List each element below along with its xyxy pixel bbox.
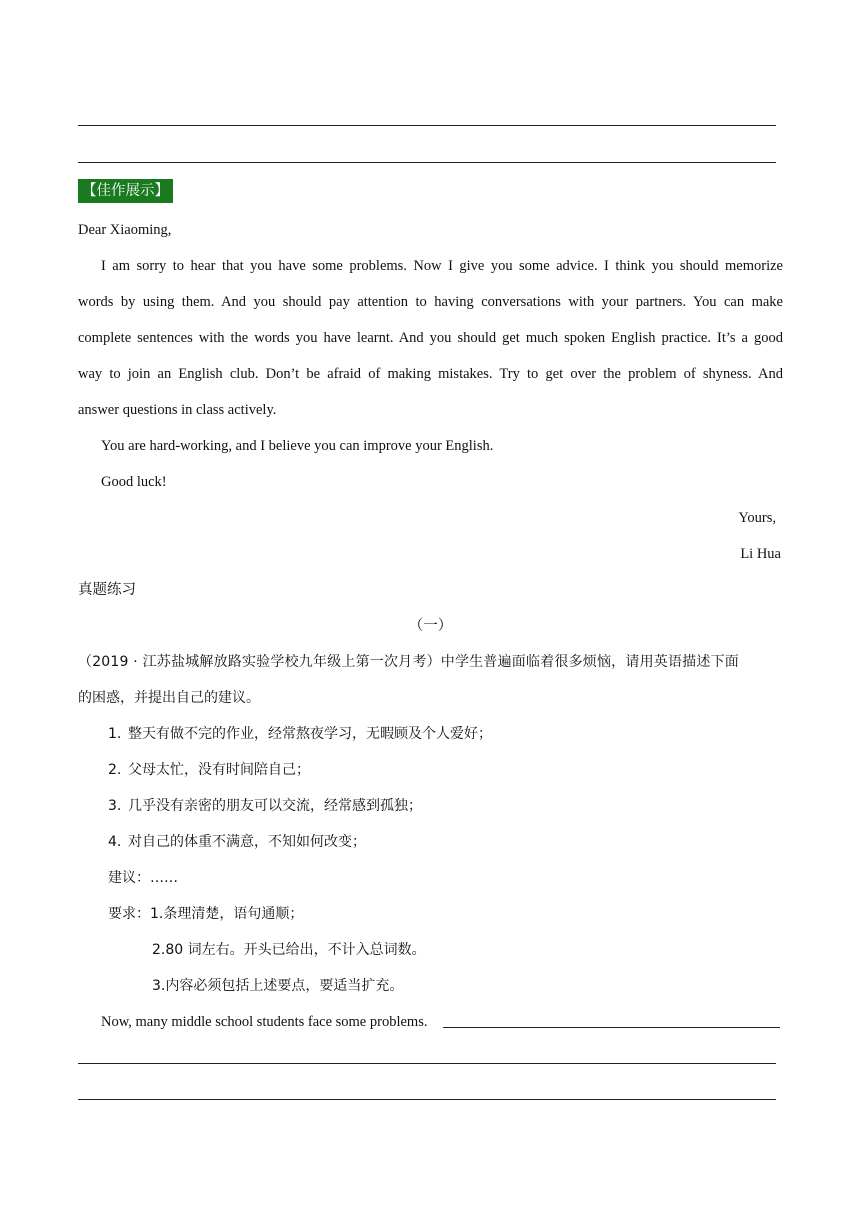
answer-line bbox=[78, 162, 776, 163]
letter-paragraph-2: You are hard-working, and I believe you can improve your English. bbox=[101, 438, 494, 454]
advice-line: 建议：…… bbox=[108, 870, 178, 886]
requirements-label: 要求： bbox=[108, 906, 150, 922]
letter-body-line: complete sentences with the words you have learnt. And you should get much spoken English practice. It’s a good bbox=[78, 330, 783, 346]
list-item-text: 几乎没有亲密的朋友可以交流，经常感到孤独； bbox=[128, 798, 422, 814]
letter-signature: Li Hua bbox=[740, 546, 781, 562]
prompt-line: （2019 · 江苏盐城解放路实验学校九年级上第一次月考）中学生普遍面临着很多烦恼，请用英语描述下面 bbox=[78, 654, 739, 670]
requirement-item: 1.条理清楚，语句通顺； bbox=[150, 906, 304, 922]
letter-greeting: Dear Xiaoming, bbox=[78, 222, 172, 238]
list-item-number: 1. bbox=[108, 726, 122, 742]
list-item bbox=[78, 760, 813, 780]
section-title: 真题练习 bbox=[78, 582, 136, 598]
list-item-number: 4. bbox=[108, 834, 122, 850]
letter-body-line: answer questions in class actively. bbox=[78, 402, 277, 418]
requirement-item: 3.内容必须包括上述要点，要适当扩充。 bbox=[152, 978, 404, 994]
answer-line[interactable] bbox=[78, 1063, 776, 1064]
list-item bbox=[78, 796, 813, 816]
list-item bbox=[78, 832, 813, 852]
writing-opening: Now, many middle school students face some problems. bbox=[101, 1014, 428, 1030]
answer-line[interactable] bbox=[78, 1099, 776, 1100]
section-subtitle: （一） bbox=[408, 618, 453, 634]
letter-body-line: I am sorry to hear that you have some problems. Now I give you some advice. I think you should memorize bbox=[101, 258, 783, 274]
section-badge: 【佳作展示】 bbox=[78, 179, 173, 203]
answer-line bbox=[78, 125, 776, 126]
letter-body-line: words by using them. And you should pay attention to having conversations with your partners. You can make bbox=[78, 294, 783, 310]
letter-body-line: way to join an English club. Don’t be afraid of making mistakes. Try to get over the problem of shyness. And bbox=[78, 366, 783, 382]
prompt-line: 的困惑，并提出自己的建议。 bbox=[78, 690, 260, 706]
list-item-number: 3. bbox=[108, 798, 122, 814]
requirements-line bbox=[78, 904, 813, 924]
list-item-text: 整天有做不完的作业，经常熬夜学习，无暇顾及个人爱好； bbox=[128, 726, 492, 742]
list-item-number: 2. bbox=[108, 762, 122, 778]
list-item bbox=[78, 724, 813, 744]
letter-closing: Yours, bbox=[738, 510, 776, 526]
requirement-item: 2.80 词左右。开头已给出，不计入总词数。 bbox=[152, 942, 426, 958]
letter-paragraph-3: Good luck! bbox=[101, 474, 167, 490]
writing-opening-line bbox=[78, 1012, 806, 1032]
list-item-text: 对自己的体重不满意，不知如何改变； bbox=[128, 834, 366, 850]
answer-line[interactable] bbox=[443, 1027, 780, 1028]
list-item-text: 父母太忙，没有时间陪自己； bbox=[128, 762, 310, 778]
